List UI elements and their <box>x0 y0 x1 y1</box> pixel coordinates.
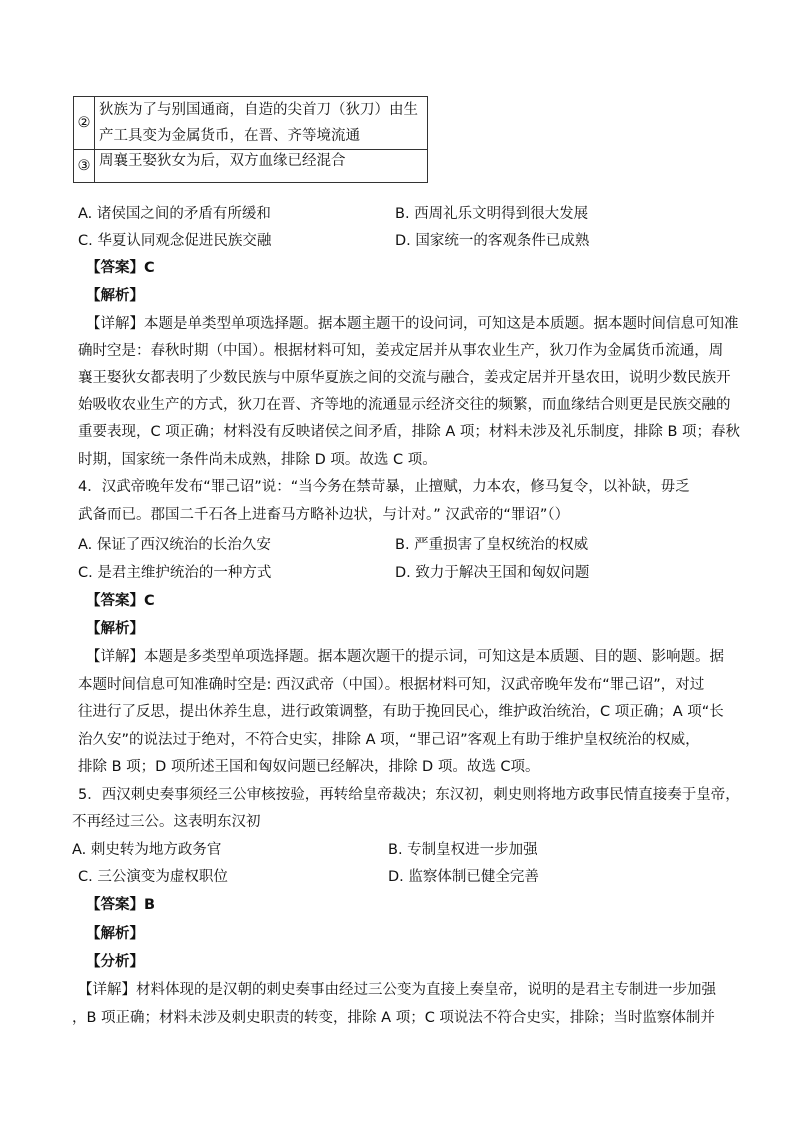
question-stem: 5．西汉刺史奏事须经三公审核按验，再转给皇帝裁决；东汉初，刺史则将地方政事民情直接奏于皇帝， <box>78 787 740 803</box>
analysis-label: 【解析】 <box>86 288 144 304</box>
analysis-label: 【解析】 <box>86 926 144 942</box>
analysis-label: 【解析】 <box>86 621 144 637</box>
row-text-line: 周襄王娶狄女为后，双方血缘已经混合 <box>99 153 346 169</box>
option-a: A. 保证了西汉统治的长治久安 <box>78 537 271 553</box>
material-table <box>73 96 428 183</box>
option-b: B. 西周礼乐文明得到很大发展 <box>395 206 589 222</box>
answer-label: 【答案】C <box>86 260 155 276</box>
row-text <box>95 97 428 150</box>
detail-line: 排除 B 项；D 项所述王国和匈奴问题已经解决，排除 D 项。故选 C项。 <box>78 759 540 775</box>
table-row <box>74 150 428 183</box>
question-stem: 4．汉武帝晚年发布“罪己诏”说：“当今务在禁苛暴，止擅赋，力本农，修马复令，以补缺，毋乏 <box>78 479 690 495</box>
row-text-line: 狄族为了与别国通商，自造的尖首刀（狄刀）由生 <box>99 102 418 118</box>
detail-line: 始吸收农业生产的方式，狄刀在晋、齐等地的流通显示经济交往的频繁，而血缘结合则更是民族交融的 <box>78 397 731 413</box>
detail-line: ，B 项正确；材料未涉及刺史职责的转变，排除 A 项；C 项说法不符合史实，排除；当时监察体制并 <box>72 1010 715 1026</box>
row-text-line: 产工具变为金属货币，在晋、齐等境流通 <box>99 128 360 144</box>
table-row <box>74 97 428 150</box>
answer-label: 【答案】C <box>86 593 155 609</box>
question-stem: 武备而已。郡国二千石各上进畜马方略补边状，与计对。” 汉武帝的“罪诏”（） <box>78 507 570 523</box>
option-a: A. 诸侯国之间的矛盾有所缓和 <box>78 206 271 222</box>
option-b: B. 严重损害了皇权统治的权威 <box>395 537 589 553</box>
detail-line: 确时空是：春秋时期（中国）。根据材料可知，姜戎定居并从事农业生产，狄刀作为金属货币流通，周 <box>78 343 724 359</box>
option-a: A. 刺史转为地方政务官 <box>72 842 222 858</box>
option-c: C. 三公演变为虚权职位 <box>78 869 228 885</box>
answer-label: 【答案】B <box>86 897 156 913</box>
fenxi-label: 【分析】 <box>86 954 144 970</box>
option-d: D. 国家统一的客观条件已成熟 <box>395 233 590 249</box>
detail-line: 治久安”的说法过于绝对，不符合史实，排除 A 项，“罪己诏”客观上有助于维护皇权统治的权威， <box>78 732 700 748</box>
detail-line: 时期，国家统一条件尚未成熟，排除 D 项。故选 C 项。 <box>78 452 437 468</box>
option-b: B. 专制皇权进一步加强 <box>388 842 538 858</box>
detail-line: 【详解】本题是单类型单项选择题。据本题主题干的设问词，可知这是本质题。据本题时间信息可知准 <box>86 316 739 332</box>
question-stem: 不再经过三公。这表明东汉初 <box>72 814 261 830</box>
detail-line: 重要表现，C 项正确；材料没有反映诸侯之间矛盾，排除 A 项；材料未涉及礼乐制度，排除 B 项；春秋 <box>78 424 741 440</box>
option-d: D. 致力于解决王国和匈奴问题 <box>395 565 590 581</box>
option-c: C. 是君主维护统治的一种方式 <box>78 565 272 581</box>
detail-line: 【详解】本题是多类型单项选择题。据本题次题干的提示词，可知这是本质题、目的题、影响题。据 <box>86 649 724 665</box>
row-number: ② <box>74 97 95 150</box>
row-text <box>95 150 428 183</box>
detail-line: 往进行了反思，提出休养生息，进行政策调整，有助于挽回民心，维护政治统治，C 项正确；A 项“长 <box>78 704 724 720</box>
detail-line: 襄王娶狄女都表明了少数民族与中原华夏族之间的交流与融合，姜戎定居并开垦农田，说明少数民族开 <box>78 370 731 386</box>
option-c: C. 华夏认同观念促进民族交融 <box>78 233 272 249</box>
detail-line: 【详解】材料体现的是汉朝的刺史奏事由经过三公变为直接上奏皇帝，说明的是君主专制进一步加强 <box>78 982 716 998</box>
option-d: D. 监察体制已健全完善 <box>388 869 539 885</box>
row-number: ③ <box>74 150 95 183</box>
detail-line: 本题时间信息可知准确时空是: 西汉武帝（中国）。根据材料可知，汉武帝晚年发布“罪己诏”，对过 <box>78 677 705 693</box>
